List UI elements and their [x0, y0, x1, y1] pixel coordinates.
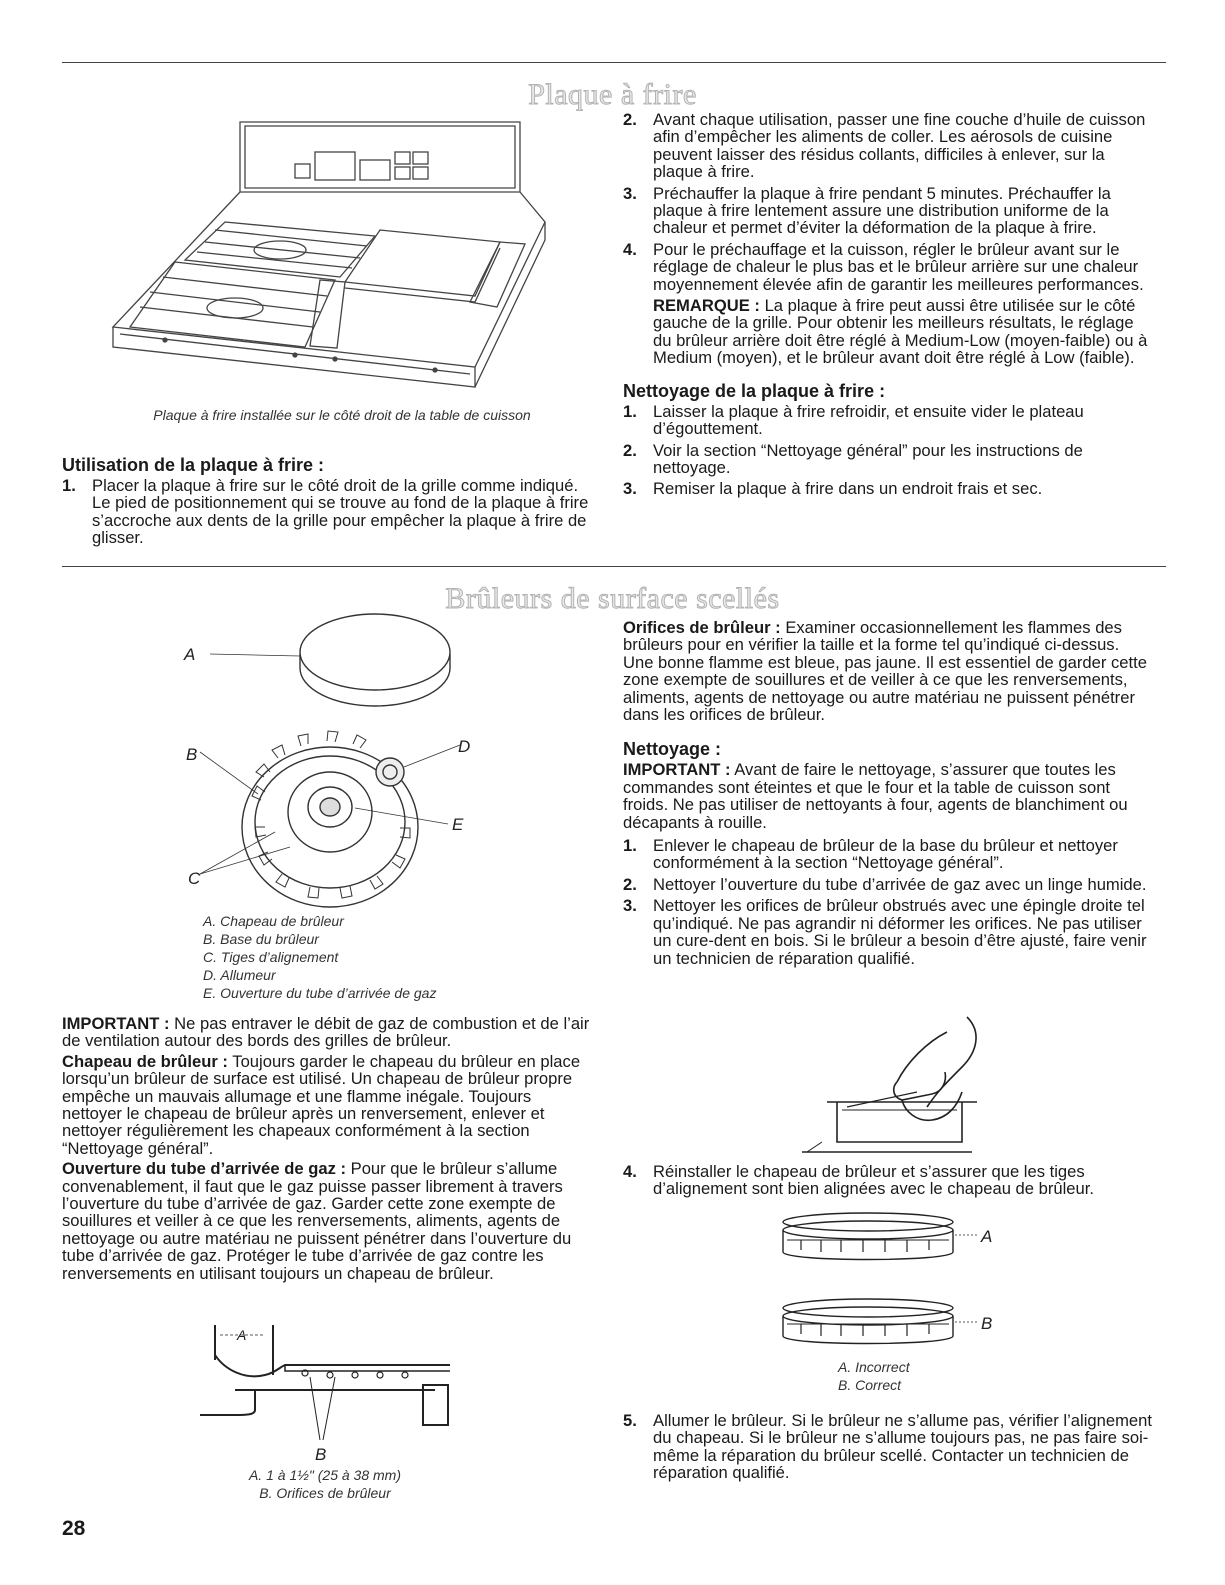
legend-item: C. Tiges d’alignement [203, 949, 339, 965]
legend-item: E. Ouverture du tube d’arrivée de gaz [203, 985, 437, 1001]
clean-step-2 [623, 876, 1153, 893]
step-text: Réinstaller le chapeau de brûleur et s’assurer que les tiges d’alignement sont bien alignées avec le chapeau de brûleur. [653, 1162, 1094, 1199]
label-c: C [188, 869, 201, 888]
legend-item: A. Chapeau de brûleur [203, 913, 344, 929]
clean-step-5 [623, 1412, 1153, 1482]
top-rule [62, 62, 1166, 63]
step-number: 4. [623, 1162, 637, 1181]
burner-info-left [62, 1015, 590, 1285]
cap-label-b: B [981, 1314, 993, 1333]
note-text: La plaque à frire peut aussi être utilisée sur le côté gauche de la grille. Pour obtenir les meilleurs résultats, le réglage du brûleur arrière doit être réglé à Medium-Low (moyen-faible) ou à Medium (moyen), et le brûleur avant doit être réglé à Low (faible). [653, 296, 1148, 368]
griddle-step-4 [623, 241, 1153, 293]
step-number: 1. [62, 476, 76, 495]
section-title-griddle: Plaque à frire [528, 78, 697, 111]
ports-paragraph [623, 619, 1153, 723]
burner-legend [203, 912, 583, 1002]
step-text: Préchauffer la plaque à frire pendant 5 minutes. Préchauffer la plaque à frire lentement assure une distribution uniforme de la chaleur et permet d’éviter la déformation de la plaque à frire. [653, 183, 1111, 238]
griddle-note [653, 297, 1153, 367]
step-text: Voir la section “Nettoyage général” pour les instructions de nettoyage. [653, 440, 1083, 477]
griddle-step-2 [623, 111, 1153, 181]
burner-ports-illustration [195, 1315, 455, 1465]
middle-rule [62, 566, 1166, 567]
griddle-use-section [62, 455, 590, 551]
griddle-step-3 [623, 185, 1153, 237]
griddle-clean-heading: Nettoyage de la plaque à frire : [623, 380, 886, 401]
clean-step-5-block [623, 1412, 1153, 1486]
griddle-clean-step-1 [623, 403, 1153, 438]
griddle-clean-step-3 [623, 480, 1153, 497]
note-label: REMARQUE : [653, 296, 760, 316]
step-number: 3. [623, 479, 637, 499]
ports-text: Examiner occasionnellement les flammes des brûleurs pour en vérifier la taille et la forme tel qu’indiqué ci-dessus. Une bonne flamme est bleue, pas jaune. Il est essentiel de garder cette zone exempte de souillures et de veiller à ce que les renversements, aliments, agents de nettoyage ou autre matériau ne puissent pénétrer dans les orifices de brûleur. [623, 618, 1147, 725]
cap-caption-a: A. Incorrect [838, 1359, 910, 1375]
griddle-illustration [105, 112, 575, 402]
step-text: Allumer le brûleur. Si le brûleur ne s’allume pas, vérifier l’alignement du chapeau. Si le brûleur ne s’allume toujours pas, ne pas faire soi-même la réparation du brûleur scellé. Contacter un technicien de réparation qualifié. [653, 1411, 1152, 1483]
griddle-clean-step-2 [623, 442, 1153, 477]
tube-paragraph [62, 1160, 590, 1282]
step-number: 3. [623, 896, 637, 916]
cap-caption [838, 1358, 1038, 1394]
griddle-step-1 [62, 477, 590, 547]
cap-label: Chapeau de brûleur : [62, 1051, 228, 1071]
step-text: Nettoyer l’ouverture du tube d’arrivée de gaz avec un linge humide. [653, 874, 1147, 894]
burner-info-right [623, 619, 1153, 971]
step-text: Enlever le chapeau de brûleur de la base du brûleur et nettoyer conformément à la section “Nettoyage général”. [653, 836, 1118, 873]
label-d: D [458, 737, 471, 756]
important-text: Ne pas entraver le débit de gaz de combustion et de l’air de ventilation autour des bords des grilles de brûleur. [62, 1014, 590, 1051]
griddle-use-heading: Utilisation de la plaque à frire : [62, 455, 325, 475]
clean-important-label: IMPORTANT : [623, 760, 731, 780]
step-text: Pour le préchauffage et la cuisson, régler le brûleur avant sur le réglage de chaleur le plus bas et le brûleur arrière sur une chaleur moyennement élevée afin de garantir les meilleures performances. [653, 239, 1144, 294]
cap-label-a: A [981, 1227, 993, 1246]
legend-item: D. Allumeur [203, 967, 276, 983]
step-text: Avant chaque utilisation, passer une fine couche d’huile de cuisson afin d’empêcher les aliments de coller. Les aérosols de cuisine peuvent laisser des résidus collants, difficiles à enlever, sur la plaque à frire. [653, 110, 1146, 182]
ports-caption [195, 1466, 455, 1502]
tube-label: Ouverture du tube d’arrivée de gaz : [62, 1159, 347, 1179]
clean-step-1 [623, 837, 1153, 872]
clean-heading: Nettoyage : [623, 739, 722, 760]
step-text: Nettoyer les orifices de brûleur obstrués avec une épingle droite tel qu’indiqué. Ne pas agrandir ni déformer les orifices. Ne pas utiliser un cure-dent en bois. Si le brûleur a besoin d’être ajusté, faire venir un technicien de réparation qualifié. [653, 896, 1147, 968]
label-a: A [184, 645, 196, 664]
ports-caption-a: A. 1 à 1½" (25 à 38 mm) [248, 1467, 402, 1483]
step-number: 2. [623, 110, 637, 129]
pin-cleaning-illustration [797, 1012, 997, 1157]
step-number: 2. [623, 874, 637, 894]
important-paragraph [62, 1015, 590, 1050]
step-number: 2. [623, 440, 637, 460]
ports-label-b: B [315, 1445, 327, 1464]
legend-item: B. Base du brûleur [203, 931, 319, 947]
cap-paragraph [62, 1053, 590, 1157]
step-number: 1. [623, 401, 637, 421]
important-label: IMPORTANT : [62, 1014, 170, 1033]
clean-step-4-block [623, 1163, 1153, 1202]
label-b: B [186, 745, 198, 764]
burner-parts-illustration [170, 612, 530, 912]
step-number: 1. [623, 836, 637, 856]
step-text: Placer la plaque à frire sur le côté droit de la grille comme indiqué. Le pied de positionnement qui se trouve au fond de la plaque à frire s’accroche aux dents de la grille pour empêcher la plaque à frire de glisser. [92, 476, 589, 548]
clean-step-3 [623, 897, 1153, 967]
step-number: 4. [623, 239, 637, 259]
step-text: Laisser la plaque à frire refroidir, et ensuite vider le plateau d’égouttement. [653, 401, 1084, 439]
tube-text: Pour que le brûleur s’allume convenablement, il faut que le gaz puisse passer librement à travers l’ouverture du tube d’arrivée de gaz. Garder cette zone exempte de souillures et veiller à ce que les renversements, aliments, agents de nettoyage ou autre matériau ne puissent pénétrer dans l’ouverture du tube d’arrivée de gaz. Protéger le tube d’arrivée de gaz contre les renversements en utilisant toujours un chapeau de brûleur. [62, 1159, 572, 1283]
ports-label: Orifices de brûleur : [623, 618, 781, 637]
cap-alignment-illustration [773, 1210, 1013, 1360]
ports-caption-b: B. Orifices de brûleur [259, 1485, 391, 1501]
section-title-burners: Brûleurs de surface scellés [445, 582, 780, 615]
clean-step-4 [623, 1163, 1153, 1198]
griddle-figure-caption: Plaque à frire installée sur le côté droit de la table de cuisson [153, 407, 531, 423]
ports-label-a: A [237, 1327, 247, 1343]
griddle-steps-right [623, 111, 1153, 502]
step-text: Remiser la plaque à frire dans un endroit frais et sec. [653, 479, 1043, 499]
cap-text: Toujours garder le chapeau du brûleur en place lorsqu’un brûleur de surface est utilisé. Un chapeau de brûleur propre empêche un mauvais allumage et une flamme inégale. Toujours nettoyer le chapeau de brûleur après un renversement, enlever et nettoyer régulièrement les chapeaux conformément à la section “Nettoyage général”. [62, 1051, 581, 1158]
step-number: 3. [623, 183, 637, 203]
label-e: E [452, 815, 464, 834]
clean-important-paragraph [623, 761, 1153, 831]
page-number: 28 [62, 1517, 86, 1540]
cap-caption-b: B. Correct [838, 1377, 902, 1393]
clean-important-text: Avant de faire le nettoyage, s’assurer que toutes les commandes sont éteintes et que le four et la table de cuisson sont froids. Ne pas utiliser de nettoyants à four, agents de blanchiment ou décapants à rouille. [623, 760, 1128, 832]
step-number: 5. [623, 1411, 637, 1430]
